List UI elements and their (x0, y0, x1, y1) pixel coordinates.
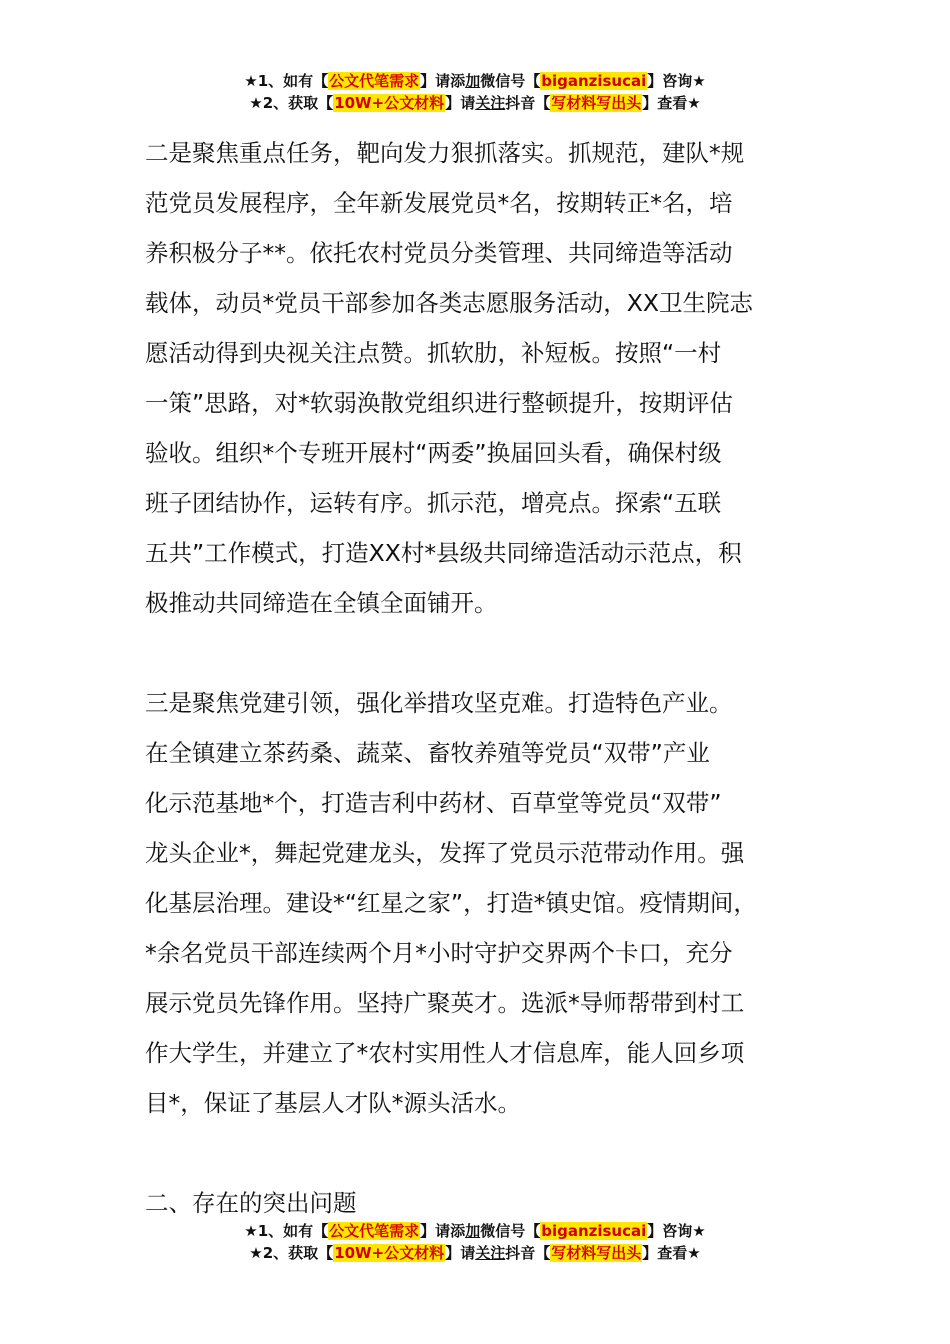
document-body (145, 128, 835, 1228)
douyin-name: 写材料写出头 (551, 94, 642, 112)
banner-line-1: ★1、如有【公文代笔需求】请添加微信号【biganzisucai】咨询★ (244, 1222, 706, 1240)
wechat-id: biganzisucai (541, 1222, 647, 1240)
banner-highlight: 公文代笔需求 (329, 1222, 420, 1240)
banner-line-1: ★1、如有【公文代笔需求】请添加微信号【biganzisucai】咨询★ (244, 72, 706, 90)
banner-line-2: ★2、获取【10W+公文材料】请关注抖音【写材料写出头】查看★ (249, 94, 701, 112)
section-heading: 二、存在的突出问题 (145, 1189, 357, 1217)
footer-banner (0, 1220, 950, 1264)
douyin-name: 写材料写出头 (551, 1244, 642, 1262)
paragraph-party-building: 三是聚焦党建引领，强化举措攻坚克难。打造特色产业。 在全镇建立茶药桑、蔬菜、畜牧养殖等党员“双带”产业 化示范基地*个，打造吉利中药材、百草堂等党员“双带” 龙头企业*，舞起党建龙头，发挥了党员示范带动作用。强 化基层治理。建设*“红星之家”，打造*镇史馆。疫情期间， *余名党员干部连续两个月*小时守护交界两个卡口，充分 展示党员先锋作用。坚持广聚英才。选派*导师帮带到村工 作大学生，并建立了*农村实用性人才信息库，能人回乡项 目*，保证了基层人才队*源头活水。 (145, 689, 757, 1117)
banner-line-2: ★2、获取【10W+公文材料】请关注抖音【写材料写出头】查看★ (249, 1244, 701, 1262)
banner-highlight: 10W+公文材料 (334, 94, 445, 112)
header-banner (0, 70, 950, 114)
paragraph-gap (145, 628, 835, 678)
wechat-id: biganzisucai (541, 72, 647, 90)
banner-highlight: 10W+公文材料 (334, 1244, 445, 1262)
paragraph-gap (145, 1128, 835, 1178)
paragraph-task-focus: 二是聚焦重点任务，靶向发力狠抓落实。抓规范，建队*规 范党员发展程序，全年新发展党员*名，按期转正*名，培 养积极分子**。依托农村党员分类管理、共同缔造等活动 载体，动员*党员干部参加各类志愿服务活动，XX卫生院志 愿活动得到央视关注点赞。抓软肋，补短板。按照“一村 一策”思路，对*软弱涣散党组织进行整顿提升，按期评估 验收。组织*个专班开展村“两委”换届回头看，确保村级 班子团结协作，运转有序。抓示范，增亮点。探索“五联 五共”工作模式，打造XX村*县级共同缔造活动示范点，积 极推动共同缔造在全镇全面铺开。 (145, 139, 753, 617)
banner-highlight: 公文代笔需求 (329, 72, 420, 90)
